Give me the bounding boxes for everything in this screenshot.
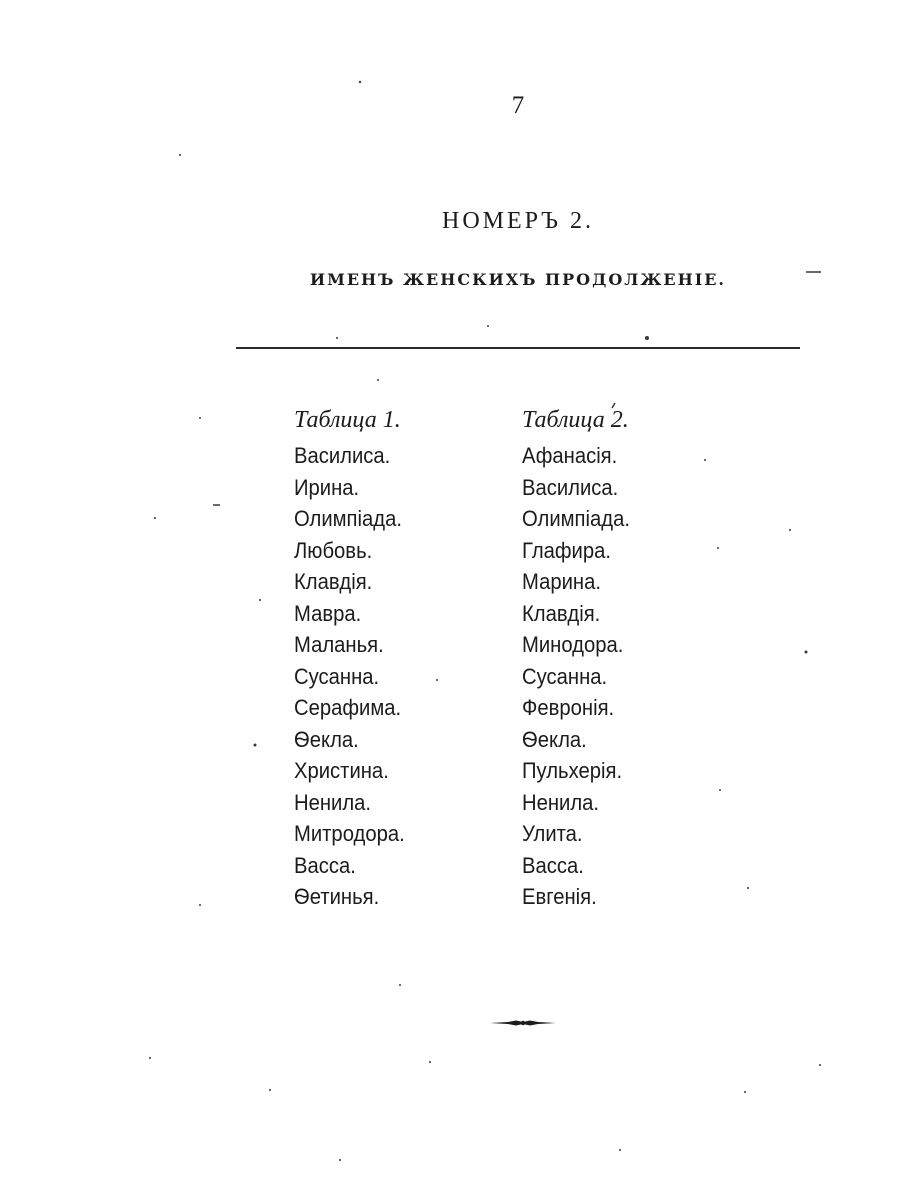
section-title: НОМЕРЪ 2. [442, 208, 594, 234]
table-2-names [522, 440, 639, 913]
list-item: Васса. [294, 852, 356, 878]
list-item: Ѳекла. [522, 726, 587, 752]
table-1-column [294, 402, 414, 913]
list-item: Олимпіада. [522, 506, 630, 531]
horizontal-rule [236, 347, 800, 349]
list-item: Клавдія. [294, 569, 373, 594]
list-item: Глафира. [522, 537, 611, 563]
list-item: Любовь. [294, 537, 373, 563]
list-item: Ѳетинья. [294, 884, 380, 909]
list-item: Афанасія. [522, 443, 618, 468]
list-item: Василиса. [294, 443, 391, 468]
list-item: Пульхерія. [522, 758, 623, 783]
list-item: Мавра. [294, 600, 362, 626]
list-item: Ирина. [294, 474, 360, 500]
list-item: Василиса. [522, 474, 619, 500]
list-item: Марина. [522, 569, 601, 594]
list-item: Сусанна. [294, 663, 380, 689]
list-item: Ненила. [522, 789, 600, 815]
table-1-heading: Таблица 1. [294, 407, 401, 433]
list-item: Клавдія. [522, 600, 601, 626]
list-item: Христина. [294, 758, 389, 783]
list-item: Серафима. [294, 695, 402, 720]
list-item: Февронія. [522, 695, 615, 720]
table-2-heading: Таблица 2. [522, 407, 629, 433]
list-item: Олимпіада. [294, 506, 402, 531]
list-item: Минодора. [522, 632, 624, 657]
list-item: Сусанна. [522, 663, 608, 689]
table-2-column [522, 402, 639, 913]
list-item: Ненила. [294, 789, 372, 815]
list-item: Улита. [522, 821, 583, 846]
list-item: Митродора. [294, 821, 405, 846]
ornament-divider-icon [488, 1016, 558, 1030]
list-item: Ѳекла. [294, 726, 359, 752]
section-subtitle: ИМЕНЪ ЖЕНСКИХЪ ПРОДОЛЖЕНІЕ. [310, 270, 726, 289]
list-item: Маланья. [294, 632, 384, 657]
list-item: Евгенія. [522, 884, 597, 909]
list-item: Васса. [522, 852, 584, 878]
page-number: 7 [511, 92, 525, 119]
table-1-names [294, 440, 414, 913]
